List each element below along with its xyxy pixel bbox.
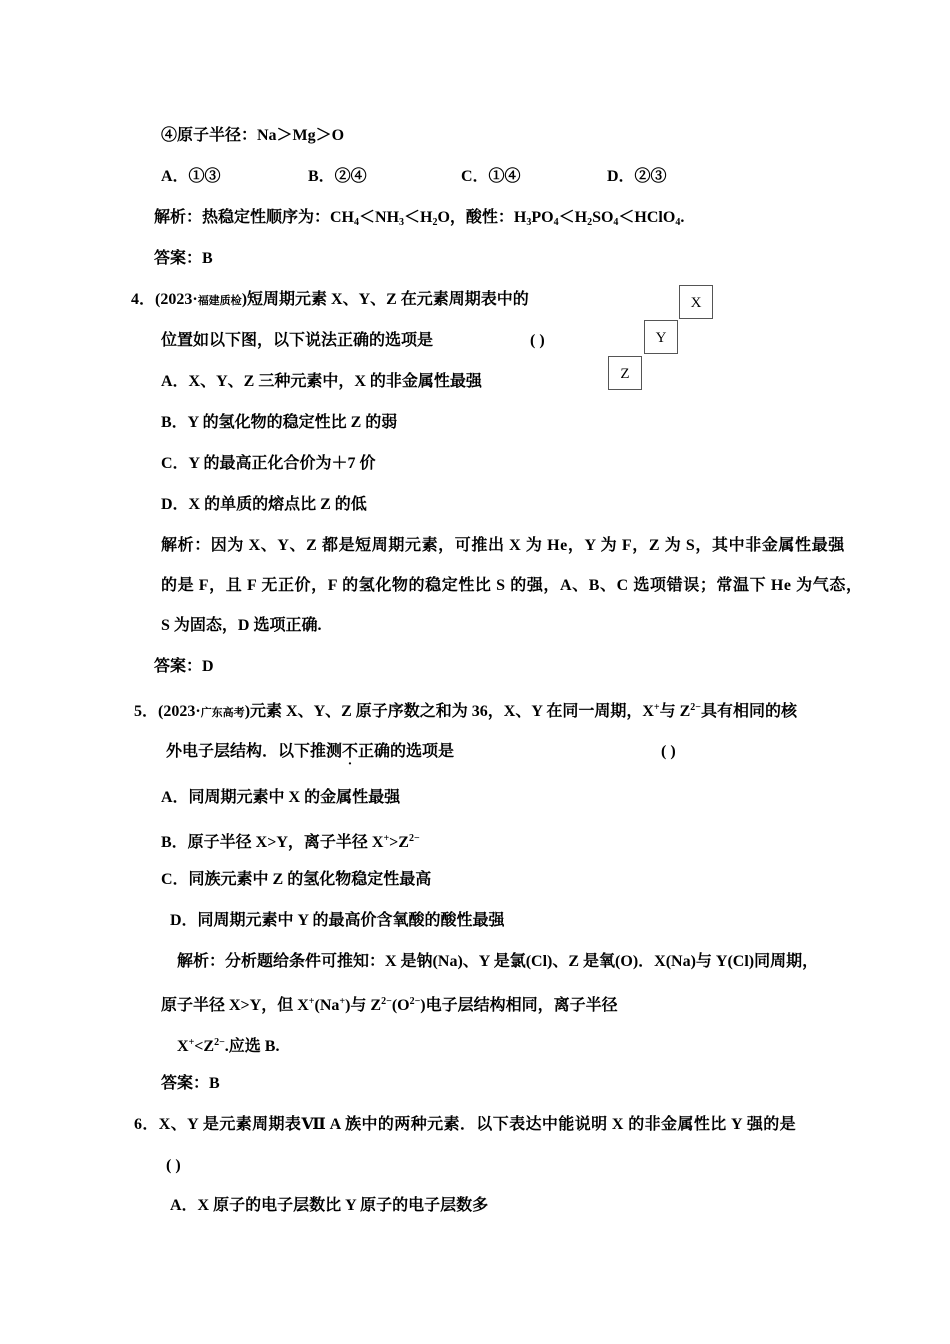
q5-analysis-line2: 原子半径 X>Y，但 X+(Na+)与 $Z^{2-}(O^{2-})$电子层结构相同，离子半径 bbox=[161, 996, 618, 1014]
q4-option-b: B．Y 的氢化物的稳定性比 Z 的弱 bbox=[161, 414, 398, 431]
cell-x: X bbox=[679, 285, 713, 319]
q5-stem-line2: 外电子层结构．以下推测不正确的选项是 bbox=[166, 743, 455, 760]
q4-analysis-line3: S 为固态，D 选项正确. bbox=[161, 617, 322, 634]
emphasis-not: 不 bbox=[342, 743, 359, 760]
q5-analysis-line3: $X^+<Z^{2-}$.应选 B. bbox=[177, 1037, 280, 1055]
q5-option-c: C．同族元素中 Z 的氢化物稳定性最高 bbox=[161, 871, 432, 888]
q5-option-d: D．同周期元素中 Y 的最高价含氧酸的酸性最强 bbox=[170, 912, 505, 929]
q3-option-b: B．②④ bbox=[308, 168, 367, 185]
q5-option-a: A．同周期元素中 X 的金属性最强 bbox=[161, 789, 401, 806]
q6-stem: 6．X、Y 是元素周期表Ⅶ A 族中的两种元素．以下表达中能说明 X 的非金属性比 Y 强的是 bbox=[134, 1116, 797, 1133]
q4-option-a: A．X、Y、Z 三种元素中，X 的非金属性最强 bbox=[161, 373, 482, 390]
q5-stem-line1: 5．(2023·广东高考)元素 X、Y、Z 原子序数之和为 36，X、Y 在同一周期，X+与 $Z^{2-}$具有相同的核 bbox=[134, 702, 797, 720]
q4-option-c: C．Y 的最高正化合价为＋7 价 bbox=[161, 455, 376, 472]
q3-option-d: D．②③ bbox=[607, 168, 667, 185]
q5-answer: 答案：B bbox=[161, 1075, 220, 1092]
q6-option-a: A．X 原子的电子层数比 Y 原子的电子层数多 bbox=[170, 1197, 489, 1214]
q5-option-b: B．原子半径 X>Y，离子半径 $X^+>Z^{2-}$ bbox=[161, 833, 420, 851]
q4-answer-bracket: ( ) bbox=[530, 332, 545, 349]
q3-item-4: ④原子半径：Na＞Mg＞O bbox=[161, 127, 345, 144]
q4-stem-line1: 4．(2023·福建质检)短周期元素 X、Y、Z 在元素周期表中的 bbox=[131, 291, 529, 308]
q3-answer: 答案：B bbox=[154, 250, 213, 267]
q4-analysis-line1: 解析：因为 X、Y、Z 都是短周期元素，可推出 X 为 He，Y 为 F，Z 为 S，其中非金属性最强 bbox=[161, 537, 845, 554]
q4-option-d: D．X 的单质的熔点比 Z 的低 bbox=[161, 496, 367, 513]
q3-option-a: A．①③ bbox=[161, 168, 221, 185]
q4-analysis-line2: 的是 F，且 F 无正价，F 的氢化物的稳定性比 S 的强，A、B、C 选项错误；常温下 He 为气态， bbox=[161, 577, 863, 594]
q5-analysis-line1: 解析：分析题给条件可推知：X 是钠(Na)、Y 是氯(Cl)、Z 是氧(O)．X(Na)与 Y(Cl)同周期， bbox=[177, 953, 819, 970]
q3-option-c: C．①④ bbox=[461, 168, 521, 185]
q4-answer: 答案：D bbox=[154, 658, 214, 675]
q5-answer-bracket: ( ) bbox=[661, 743, 676, 760]
cell-y: Y bbox=[644, 320, 678, 354]
cell-z: Z bbox=[608, 356, 642, 390]
q6-answer-bracket: ( ) bbox=[166, 1157, 181, 1174]
q4-stem-line2: 位置如以下图，以下说法正确的选项是 bbox=[161, 332, 434, 349]
q3-analysis: 解析：热稳定性顺序为：$CH_4<NH_3<H_2O$，酸性：$H_3PO_4<H_2SO_4<HClO_4$. bbox=[154, 209, 685, 228]
